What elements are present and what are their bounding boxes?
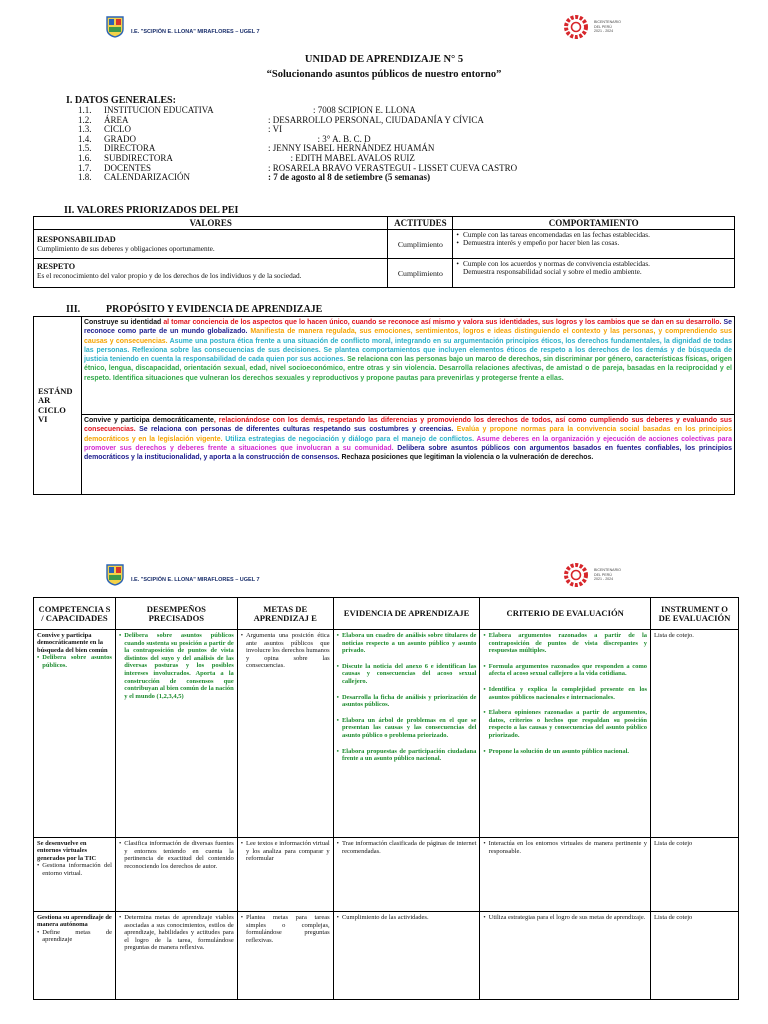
datos-number: 1.1. bbox=[78, 105, 92, 115]
valor-description: Cumplimiento de sus deberes y obligaciones oportunamente. bbox=[37, 244, 215, 253]
document-page-2 bbox=[0, 548, 768, 1024]
section-datos-generales: I. DATOS GENERALES: bbox=[66, 95, 176, 106]
comportamiento-text: Cumple con los acuerdos y normas de convivencia establecidas. bbox=[462, 259, 650, 268]
estandar-label-line: CICLO bbox=[38, 404, 66, 415]
estandar-label-line: VI bbox=[38, 414, 48, 424]
bullet-icon: • bbox=[240, 914, 244, 921]
estandar-label-line: AR bbox=[38, 395, 51, 405]
valor-description: Es el reconocimiento del valor propio y de los derechos de los individuos y de la sociedad. bbox=[37, 271, 302, 280]
datos-generales-list bbox=[78, 106, 517, 183]
list-item bbox=[483, 748, 647, 756]
criterios-list bbox=[483, 840, 647, 855]
datos-number: 1.6. bbox=[78, 152, 92, 163]
datos-label: DIRECTORA bbox=[104, 143, 156, 154]
comportamiento-text: Cumple con las tareas encomendadas en las fechas establecidas. bbox=[462, 230, 650, 239]
bicentenario-line-1: BICENTENARIO bbox=[594, 19, 621, 24]
table-row bbox=[34, 838, 739, 912]
metas-list bbox=[241, 632, 330, 670]
list-item bbox=[337, 694, 477, 709]
competencia-name: Convive y participa democráticamente en la búsqueda del bien común bbox=[37, 632, 108, 654]
bicentenario-line-3: 2021 - 2024 bbox=[594, 577, 614, 582]
table-row bbox=[34, 259, 735, 288]
datos-row bbox=[78, 173, 517, 183]
list-item bbox=[483, 914, 647, 922]
estandar-segment: Asume deberes en la organización y ejecución de acciones colectivas para promover sus derechos y deberes frente a situaciones que involucran a su comunidad. bbox=[84, 435, 732, 452]
list-item bbox=[337, 748, 477, 763]
estandar-segment: Evalúa y propone normas para la convivencia social basadas en los principios democráticos y en la legislación vigente. bbox=[84, 426, 732, 443]
evidencias-text: Trae información clasificada de páginas de internet recomendadas. bbox=[341, 840, 477, 855]
estandar-segment: Convive y participa democráticamente bbox=[84, 417, 214, 424]
datos-number: 1.8. bbox=[78, 172, 92, 183]
estandar-segment: Delibera sobre asuntos públicos con argumentos basados en fuentes confiables, los principios democráticos y la institucionalidad, y aporta a la construcción de consensos. bbox=[84, 444, 732, 461]
datos-number: 1.2. bbox=[78, 114, 92, 125]
list-item bbox=[37, 654, 112, 669]
bicentenario-brand bbox=[563, 14, 621, 40]
datos-value: : 7008 SCIPION E. LLONA bbox=[268, 105, 416, 115]
datos-value: : ROSARELA BRAVO VERASTEGUI - LISSET CUEVA CASTRO bbox=[268, 162, 518, 173]
list-item bbox=[483, 632, 647, 655]
col-header-evidencia: EVIDENCIA DE APRENDIZAJE bbox=[333, 598, 480, 630]
col-header-criterio: CRITERIO DE EVALUACIÓN bbox=[480, 598, 651, 630]
datos-value: : 3° A. B. C. D bbox=[268, 133, 371, 144]
criterios-text: Formula argumentos razonados que responden a como afecta el acoso sexual callejero a la vida cotidiana. bbox=[488, 662, 648, 678]
competencias-header-row bbox=[34, 598, 739, 630]
estandar-segment: Utiliza estrategias de negociación y diálogo para el manejo de conflictos. bbox=[225, 435, 477, 443]
bullet-icon: • bbox=[336, 662, 339, 670]
evidencias-list bbox=[337, 840, 477, 855]
datos-label: SUBDIRECTORA bbox=[104, 152, 173, 163]
datos-number: 1.4. bbox=[78, 133, 92, 144]
metas-text: Argumenta una posición ética ante asuntos públicos que involucre los derechos humanos y opina sobre las consecuencias. bbox=[246, 632, 330, 670]
page-gap bbox=[0, 512, 768, 548]
list-item bbox=[119, 840, 234, 870]
bullet-icon: • bbox=[456, 238, 459, 248]
list-item bbox=[483, 686, 647, 701]
desempenos-text: Determina metas de aprendizaje viables asociadas a sus conocimientos, estilos de aprendizaje, habilidades y actitudes para el logro de la tarea, formulándose preguntas de manera reflexiva. bbox=[124, 914, 234, 952]
estandar-segment: Se relaciona con las personas bajo un marco de derechos, sin discriminar por género, características físicas, origen étnico, lengua, discapacidad, orientación sexual, edad, nivel socioeconómico, entre otras y sin violencia. Desarrolla relaciones afectivas, de amistad o de pareja, basadas en la reciprocidad y el respeto. Identifica situaciones que vulneran los derechos sexuales y reproductivos y propone pautas para prevenirlas y protegerse frente a ellas. bbox=[84, 356, 732, 382]
bullet-icon: • bbox=[336, 632, 339, 639]
table-row bbox=[34, 317, 735, 415]
criterios-text: Propone la solución de un asunto público nacional. bbox=[488, 747, 630, 755]
table-row bbox=[34, 415, 735, 495]
section-proposito: PROPÓSITO Y EVIDENCIA DE APRENDIZAJE bbox=[106, 304, 323, 315]
competencia-name: Gestiona su aprendizaje de manera autónoma bbox=[37, 914, 112, 929]
capacidades-list bbox=[37, 862, 112, 877]
comportamiento-text: Demuestra interés y empeño por hacer bien las cosas. bbox=[462, 238, 620, 248]
bullet-icon: • bbox=[456, 230, 459, 239]
criterios-text: Utiliza estrategias para el logro de sus metas de aprendizaje. bbox=[488, 914, 646, 921]
list-item bbox=[456, 239, 731, 247]
datos-value: : 7 de agosto al 8 de setiembre (5 semanas) bbox=[268, 172, 431, 183]
datos-label: GRADO bbox=[104, 133, 137, 144]
bullet-icon: • bbox=[483, 709, 486, 717]
list-item bbox=[241, 840, 330, 863]
evidencias-text: Elabora un cuadro de análisis sobre titulares de noticias respecto a un asunto público y asunto privado. bbox=[341, 632, 477, 655]
col-header-desempenos: DESEMPEÑOS PRECISADOS bbox=[115, 598, 237, 630]
estandar-label-line: ESTÁND bbox=[38, 385, 73, 396]
table-row bbox=[34, 230, 735, 259]
estandar-segment: Manifiesta de manera regulada, sus emociones, sentimientos, logros e ideas distinguiendo el contexto y las personas, y comprendiendo sus causas y consecuencias. bbox=[84, 328, 732, 345]
unit-title: UNIDAD DE APRENDIZAJE N° 5 bbox=[304, 54, 464, 65]
desempenos-list bbox=[119, 840, 234, 870]
bullet-icon: • bbox=[336, 747, 339, 755]
datos-label: CICLO bbox=[104, 124, 131, 135]
school-brand bbox=[105, 564, 260, 586]
comportamiento-text: Demuestra responsabilidad social y sobre el medio ambiente. bbox=[462, 267, 642, 277]
estandar-label bbox=[34, 317, 82, 495]
desempenos-list bbox=[119, 914, 234, 952]
datos-label: INSTITUCION EDUCATIVA bbox=[104, 105, 214, 115]
section-number-3: III. bbox=[66, 304, 81, 315]
criterios-text: Elabora argumentos razonados a partir de la contraposición de puntos de vista discrepantes y respuestas múltiples. bbox=[488, 632, 648, 655]
estandar-segment: Se reconoce como parte de un mundo globalizado. bbox=[84, 319, 732, 336]
list-item bbox=[456, 268, 731, 276]
list-item bbox=[483, 663, 647, 678]
bullet-icon: • bbox=[118, 914, 122, 921]
school-crest-logo bbox=[105, 16, 125, 38]
desempenos-text: Delibera sobre asuntos públicos cuando sustenta su posición a partir de la contraposición de puntos de vista distintos del suyo y del análisis de las diversas posturas y los posibles intereses involucrados. Aporta a la construcción de consensos que contribuyan al bien común de la nación y el mundo (1,2,3,4,5) bbox=[124, 632, 234, 700]
bullet-icon: • bbox=[240, 840, 244, 847]
list-item bbox=[37, 862, 112, 877]
capacidades-list bbox=[37, 929, 112, 944]
bicentenario-line-2: DEL PERÚ bbox=[594, 572, 612, 577]
actitudes-col-header: ACTITUDES bbox=[388, 217, 453, 230]
school-crest-logo bbox=[105, 564, 125, 586]
datos-row bbox=[78, 116, 517, 126]
bullet-icon: • bbox=[336, 840, 339, 847]
bullet-icon: • bbox=[336, 914, 339, 921]
bullet-icon: • bbox=[240, 632, 244, 639]
list-item bbox=[337, 632, 477, 655]
estandar-segment: Construye su identidad bbox=[84, 319, 164, 326]
datos-label: ÁREA bbox=[104, 114, 129, 125]
valores-table bbox=[33, 216, 735, 288]
page-header bbox=[0, 0, 768, 40]
actitud-cell: Cumplimiento bbox=[388, 259, 453, 288]
bullet-icon: • bbox=[336, 716, 339, 724]
estandar-segment: , relacionándose con los demás, respetando las diferencias y promoviendo los derechos de todos, así como cumpliendo sus deberes y evaluando sus consecuencias. bbox=[84, 417, 732, 434]
datos-label: DOCENTES bbox=[104, 162, 151, 173]
valor-name: RESPETO bbox=[37, 262, 76, 271]
criterios-list bbox=[483, 632, 647, 755]
valores-col-header: VALORES bbox=[34, 217, 388, 230]
datos-value: : VI bbox=[268, 124, 283, 135]
metas-text: Plantea metas para tareas simples o complejas, formulándose preguntas reflexivas. bbox=[246, 914, 330, 944]
valores-header-row bbox=[34, 217, 735, 230]
estandar-segment: Rechaza posiciones que legitiman la violencia o la vulneración de derechos. bbox=[341, 454, 594, 461]
section-valores: II. VALORES PRIORIZADOS DEL PEI bbox=[64, 205, 239, 216]
bullet-icon: • bbox=[336, 693, 339, 701]
capacidades-text: Gestiona información del entorno virtual. bbox=[42, 862, 112, 877]
instrumento-cell: Lista de cotejo bbox=[651, 912, 739, 1000]
estandar-segment: al tomar conciencia de los aspectos que lo hacen único, cuando se reconoce así mismo y valora sus identidades, sus logros y los cambios que se dan en su desarrollo. bbox=[163, 319, 724, 326]
bicentenario-line-1: BICENTENARIO bbox=[594, 567, 621, 572]
instrumento-cell: Lista de cotejo. bbox=[651, 630, 739, 838]
evidencias-list bbox=[337, 914, 477, 922]
valor-name: RESPONSABILIDAD bbox=[37, 235, 116, 244]
list-item bbox=[119, 632, 234, 700]
datos-value: : DESARROLLO PERSONAL, CIUDADANÍA Y CÍVICA bbox=[268, 114, 484, 125]
evidencias-text: Discute la noticia del anexo 6 e identifican las causas y consecuencias del acoso sexual callejero. bbox=[341, 662, 477, 685]
list-item bbox=[241, 632, 330, 670]
bicentenario-logo bbox=[563, 562, 589, 588]
bullet-icon: • bbox=[118, 632, 122, 639]
desempenos-text: Clasifica información de diversas fuentes y entornos teniendo en cuenta la pertinencia de exactitud del contenido reconociendo los derechos de autor. bbox=[124, 840, 234, 870]
criterios-text: Identifica y explica la complejidad presente en los asuntos públicos nacionales e internacionales. bbox=[488, 685, 648, 701]
estandar-convive-text bbox=[84, 416, 732, 462]
list-item bbox=[483, 840, 647, 855]
list-item bbox=[337, 914, 477, 922]
desempenos-list bbox=[119, 632, 234, 700]
evidencias-text: Elabora propuestas de participación ciudadana frente a un asunto público nacional. bbox=[341, 747, 477, 763]
competencia-name: Se desenvuelve en entornos virtuales generados por la TIC bbox=[37, 840, 97, 862]
school-name: I.E. "SCIPIÓN E. LLONA" MIRAFLORES – UGEL 7 bbox=[131, 29, 260, 35]
list-item bbox=[483, 709, 647, 739]
evidencias-list bbox=[337, 632, 477, 763]
capacidades-text: Define metas de aprendizaje bbox=[42, 928, 112, 944]
bullet-icon: • bbox=[483, 662, 486, 670]
school-name: I.E. "SCIPIÓN E. LLONA" MIRAFLORES – UGEL 7 bbox=[131, 577, 260, 583]
list-item bbox=[119, 914, 234, 952]
datos-number: 1.5. bbox=[78, 143, 92, 154]
list-item bbox=[337, 840, 477, 855]
comportamiento-col-header: COMPORTAMIENTO bbox=[453, 217, 735, 230]
list-item bbox=[241, 914, 330, 944]
capacidades-text: Delibera sobre asuntos públicos. bbox=[42, 654, 112, 669]
criterios-text: Elabora opiniones razonadas a partir de argumentos, datos, criterios o hechos que respaldan su posición respecto a las causas y consecuencias del asunto público priorizado. bbox=[488, 709, 648, 739]
bullet-icon: • bbox=[483, 914, 486, 921]
bicentenario-brand bbox=[563, 562, 621, 588]
metas-text: Lee textos e información virtual y los analiza para comparar y reformular bbox=[246, 840, 330, 863]
evidencias-text: Desarrolla la ficha de análisis y priorización de asuntos públicos. bbox=[341, 693, 477, 709]
comportamiento-list bbox=[456, 231, 731, 248]
bullet-icon: • bbox=[37, 862, 40, 870]
datos-value: : JENNY ISABEL HERNÁNDEZ HUAMÁN bbox=[268, 143, 435, 154]
bullet-icon: • bbox=[37, 654, 40, 662]
bicentenario-logo bbox=[563, 14, 589, 40]
unit-subtitle: “Solucionando asuntos públicos de nuestro entorno” bbox=[266, 69, 502, 80]
datos-number: 1.3. bbox=[78, 124, 92, 135]
estandar-identidad-text bbox=[84, 318, 732, 383]
bullet-icon: • bbox=[483, 747, 486, 755]
evidencias-text: Elabora un árbol de problemas en el que se presentan las causas y las consecuencias del asunto público o problema priorizado. bbox=[341, 716, 477, 739]
datos-value: : EDITH MABEL AVALOS RUIZ bbox=[268, 152, 415, 163]
bicentenario-line-3: 2021 - 2024 bbox=[594, 29, 614, 34]
competencias-table bbox=[33, 597, 739, 1000]
bicentenario-text bbox=[594, 568, 621, 583]
metas-list bbox=[241, 840, 330, 863]
bicentenario-text bbox=[594, 20, 621, 35]
table-row bbox=[34, 912, 739, 1000]
bullet-icon: • bbox=[456, 259, 459, 268]
col-header-instrumento: INSTRUMENT O DE EVALUACIÓN bbox=[651, 598, 739, 630]
list-item bbox=[337, 717, 477, 740]
bullet-icon: • bbox=[483, 840, 486, 847]
comportamiento-list bbox=[456, 260, 731, 277]
col-header-competencias: COMPETENCIA S / CAPACIDADES bbox=[34, 598, 116, 630]
list-item bbox=[337, 663, 477, 686]
bullet-icon: • bbox=[483, 685, 486, 693]
metas-list bbox=[241, 914, 330, 944]
bicentenario-line-2: DEL PERÚ bbox=[594, 24, 612, 29]
evidencias-text: Cumplimiento de las actividades. bbox=[341, 914, 429, 921]
bullet-icon: • bbox=[118, 840, 122, 847]
col-header-metas: METAS DE APRENDIZAJ E bbox=[237, 598, 333, 630]
capacidades-list bbox=[37, 654, 112, 669]
bullet-icon: • bbox=[483, 632, 486, 639]
estandar-segment: Asume una postura ética frente a una situación de conflicto moral, integrando en su argumentación principios éticos, los derechos fundamentales, la dignidad de todas las personas. Reflexiona sobre las consecuencias de sus decisiones. Se plantea comportamientos que incluyen elementos éticos de respeto a los derechos de los demás y de búsqueda de justicia teniendo en cuenta la responsabilidad de cada quien por sus acciones. bbox=[84, 337, 732, 363]
actitud-cell: Cumplimiento bbox=[388, 230, 453, 259]
competencias-body bbox=[34, 630, 739, 1000]
table-row bbox=[34, 630, 739, 838]
school-brand bbox=[105, 16, 260, 38]
page-header bbox=[0, 548, 768, 588]
criterios-text: Interactúa en los entornos virtuales de manera pertinente y responsable. bbox=[488, 840, 648, 855]
estandar-table bbox=[33, 316, 735, 495]
datos-number: 1.7. bbox=[78, 162, 92, 173]
datos-label: CALENDARIZACIÓN bbox=[104, 172, 190, 183]
bullet-icon: • bbox=[37, 928, 40, 936]
instrumento-cell: Lista de cotejo bbox=[651, 838, 739, 912]
list-item bbox=[37, 929, 112, 944]
criterios-list bbox=[483, 914, 647, 922]
estandar-segment: Se relaciona con personas de diferentes culturas respetando sus costumbres y creencias. bbox=[139, 426, 457, 434]
